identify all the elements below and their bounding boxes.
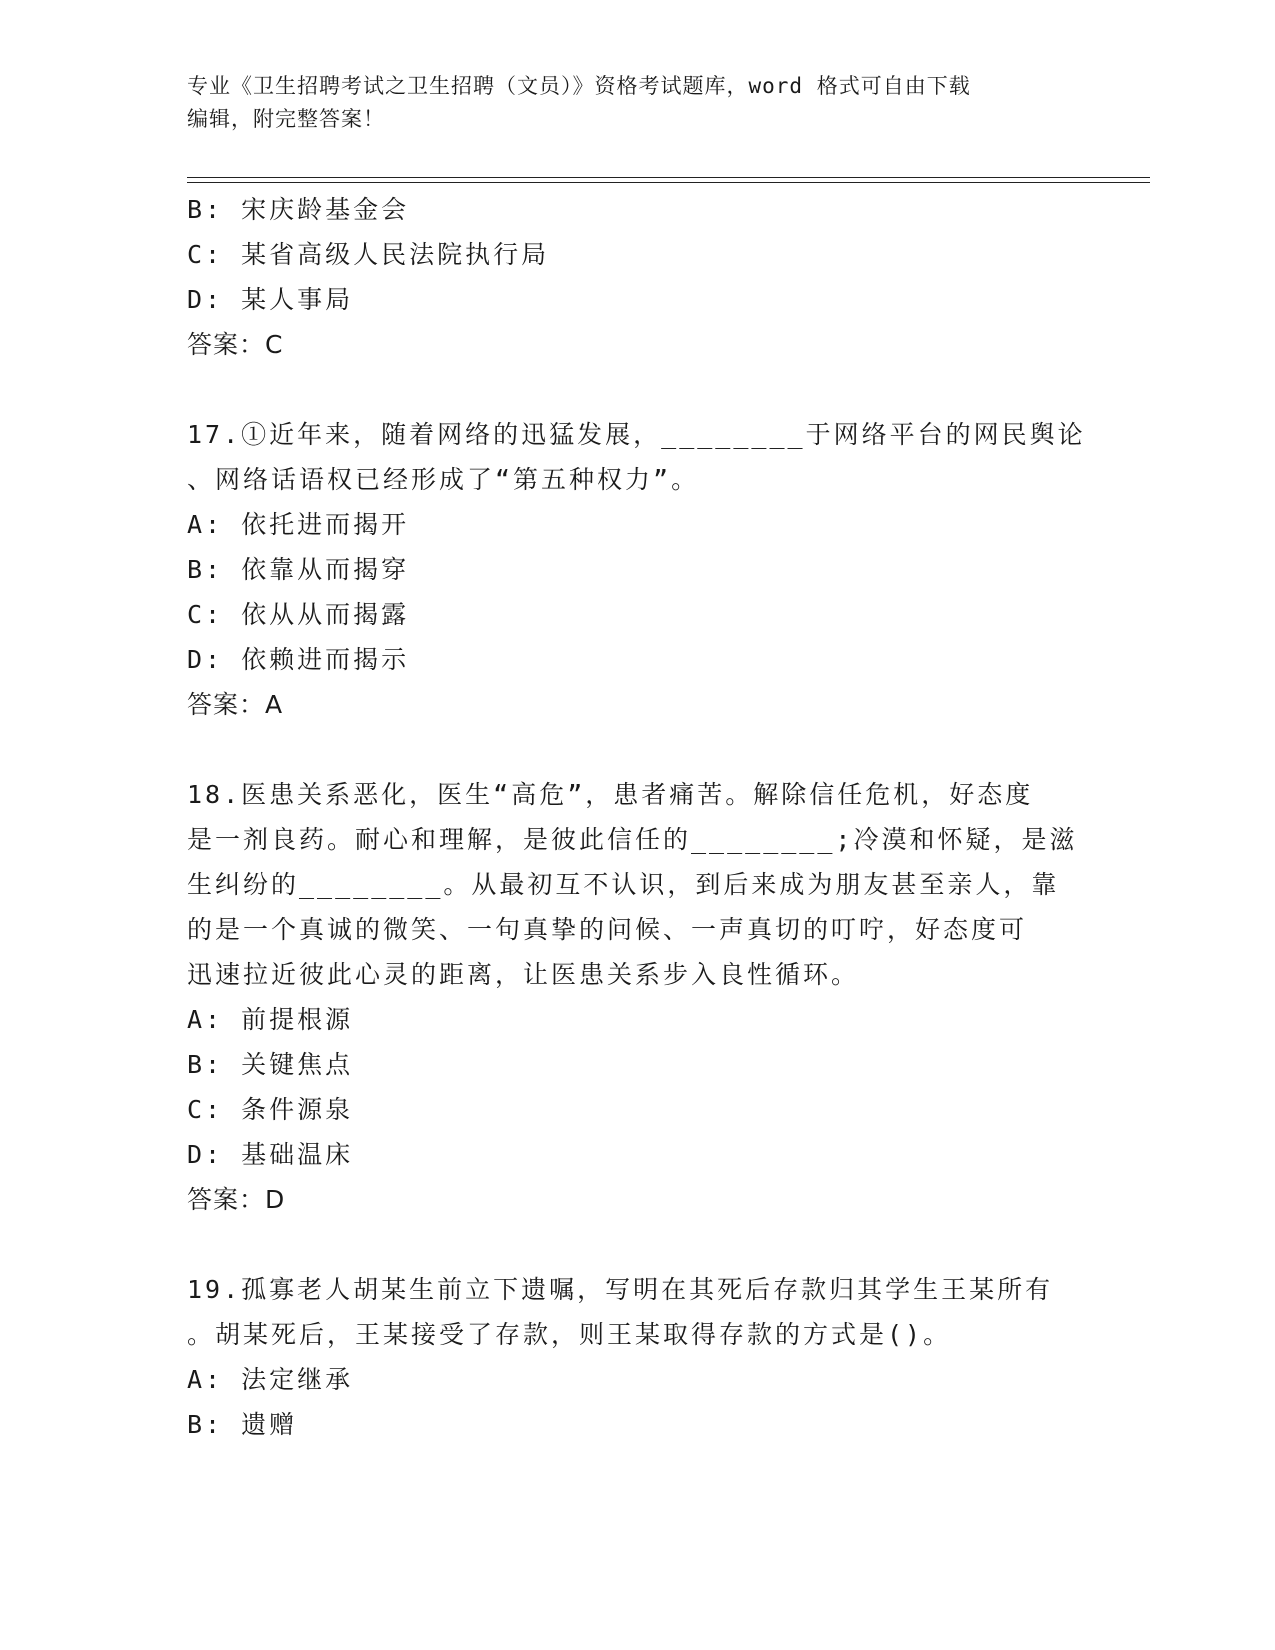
question-list xyxy=(187,187,1087,1447)
answer-line: 答案：C xyxy=(187,330,284,359)
answer-line: 答案：D xyxy=(187,1185,286,1214)
option-c: C: 条件源泉 xyxy=(187,1095,354,1124)
question-text-line: 、网络话语权已经形成了“第五种权力”。 xyxy=(187,465,700,494)
header-line-2: 编辑，附完整答案！ xyxy=(187,107,385,131)
answer-line: 答案：A xyxy=(187,690,284,719)
question-text-line: 的是一个真诚的微笑、一句真挚的问候、一声真切的叮咛，好态度可 xyxy=(187,915,1028,944)
option-c: C: 某省高级人民法院执行局 xyxy=(187,240,550,269)
option-d: D: 某人事局 xyxy=(187,285,354,314)
option-d: D: 基础温床 xyxy=(187,1140,354,1169)
question-text-line: 迅速拉近彼此心灵的距离，让医患关系步入良性循环。 xyxy=(187,960,860,989)
question-text-line: 是一剂良药。耐心和理解，是彼此信任的________;冷漠和怀疑，是滋 xyxy=(187,825,1078,854)
question-19 xyxy=(187,1267,1087,1447)
spacer xyxy=(187,367,1087,412)
option-a: A: 前提根源 xyxy=(187,1005,354,1034)
spacer xyxy=(187,727,1087,772)
question-text-line: 。胡某死后，王某接受了存款，则王某取得存款的方式是()。 xyxy=(187,1320,952,1349)
option-a: A: 法定继承 xyxy=(187,1365,354,1394)
option-b: B: 依靠从而揭穿 xyxy=(187,555,410,584)
option-c: C: 依从从而揭露 xyxy=(187,600,410,629)
question-text-line: 17.①近年来，随着网络的迅猛发展，________于网络平台的网民舆论 xyxy=(187,420,1086,449)
option-b: B: 遗赠 xyxy=(187,1410,298,1439)
carryover-question xyxy=(187,187,1087,367)
question-18 xyxy=(187,772,1087,1222)
option-a: A: 依托进而揭开 xyxy=(187,510,410,539)
page-header xyxy=(187,70,1087,136)
header-rule-top xyxy=(187,177,1150,178)
question-17 xyxy=(187,412,1087,727)
question-text-line: 19.孤寡老人胡某生前立下遗嘱，写明在其死后存款归其学生王某所有 xyxy=(187,1275,1054,1304)
spacer xyxy=(187,1222,1087,1267)
option-b: B: 关键焦点 xyxy=(187,1050,354,1079)
option-d: D: 依赖进而揭示 xyxy=(187,645,410,674)
question-text-line: 18.医患关系恶化，医生“高危”，患者痛苦。解除信任危机，好态度 xyxy=(187,780,1034,809)
header-rule-bottom xyxy=(187,182,1150,183)
header-line-1: 专业《卫生招聘考试之卫生招聘（文员）》资格考试题库，word 格式可自由下载 xyxy=(187,74,971,98)
option-b: B: 宋庆龄基金会 xyxy=(187,195,410,224)
question-text-line: 生纠纷的________。从最初互不认识，到后来成为朋友甚至亲人，靠 xyxy=(187,870,1060,899)
